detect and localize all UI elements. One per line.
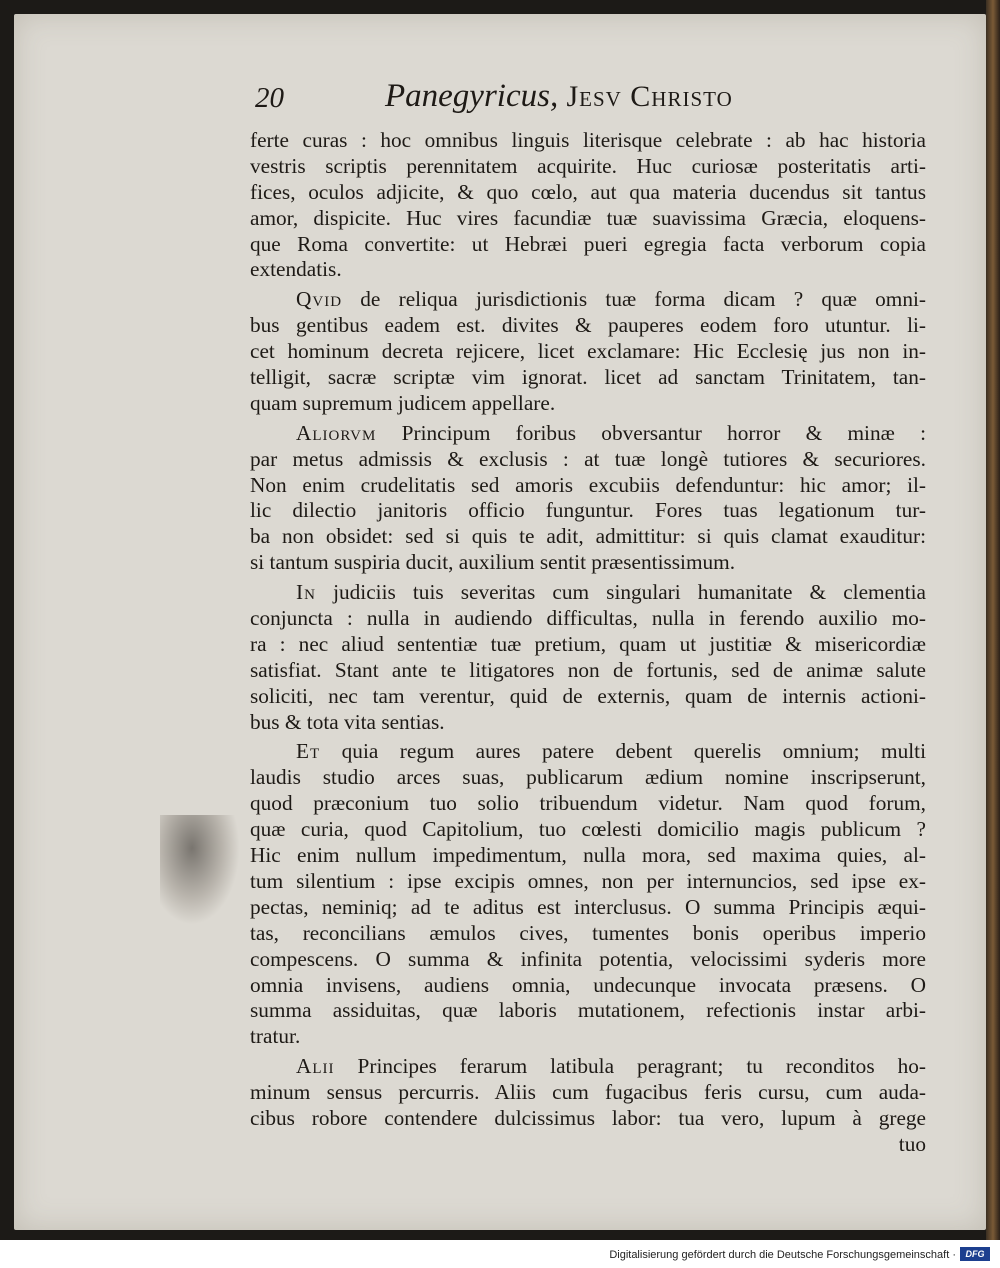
text-line: conjuncta : nulla in audiendo difficultas, nulla in ferendo auxilio mo- — [250, 606, 926, 631]
text-line: bus & tota vita sentias. — [250, 709, 445, 734]
running-title-italic: Panegyricus, — [385, 78, 559, 114]
text-line: tratur. — [250, 1024, 301, 1049]
text-line: quæ curia, quod Capitolium, tuo cœlesti domicilio magis publicum ? — [250, 817, 926, 842]
paragraph-first-line — [250, 1054, 926, 1080]
paragraph-first-line — [250, 421, 926, 447]
text-line-content: judiciis tuis severitas cum singulari humanitate & clementia — [333, 580, 926, 605]
digitization-credit: Digitalisierung gefördert durch die Deutsche Forschungsgemeinschaft · — [609, 1249, 956, 1261]
paragraph-lead: Qvid — [296, 287, 343, 312]
text-line: Hic enim nullum impedimentum, nulla mora, sed maxima quies, al- — [250, 843, 926, 868]
paragraph-first-line — [250, 580, 926, 606]
paragraph-lead: Aliorvm — [296, 420, 377, 445]
text-line: laudis studio arces suas, publicarum ædium nomine inscripserunt, — [250, 765, 926, 790]
text-line: ferte curas : hoc omnibus linguis literisque celebrate : ab hac historia — [250, 128, 926, 152]
text-line: ba non obsidet: sed si quis te adit, admittitur: si quis clamat exauditur: — [250, 524, 926, 549]
text-line: pectas, neminiq; ad te aditus est interclusus. O summa Principis æqui- — [250, 894, 926, 919]
ink-stain — [160, 815, 240, 925]
paragraph-first-line — [250, 287, 926, 313]
text-line: tum silentium : ipse excipis omnes, non per internuncios, sed ipse ex- — [250, 868, 926, 893]
running-title-caps: Jesv Christo — [566, 80, 733, 113]
text-line: cet hominum decreta rejicere, licet exclamare: Hic Ecclesię jus non in- — [250, 339, 926, 364]
running-title — [385, 78, 733, 115]
text-line-content: Principes ferarum latibula peragrant; tu reconditos ho- — [357, 1054, 926, 1079]
paragraph-lead: Alii — [296, 1054, 335, 1079]
text-line: extendatis. — [250, 257, 342, 282]
text-line: par metus admissis & exclusis : at tuæ longè tutiores & securiores. — [250, 446, 926, 471]
running-header — [255, 78, 935, 118]
text-line: fices, oculos adjicite, & quo cœlo, aut qua materia ducendus sit tantus — [250, 179, 926, 204]
paragraph-first-line — [250, 739, 926, 765]
text-line: bus gentibus eadem est. divites & pauperes eodem foro utuntur. li- — [250, 313, 926, 338]
text-line: minum sensus percurris. Aliis cum fugacibus feris cursu, cum auda- — [250, 1080, 926, 1105]
text-line: si tantum suspiria ducit, auxilium sentit præsentissimum. — [250, 550, 736, 575]
paragraph-lead: Et — [296, 739, 321, 764]
text-line-content: quia regum aures patere debent querelis omnium; multi — [341, 739, 926, 764]
text-line: Non enim crudelitatis sed amoris excubiis defenduntur: hic amor; il- — [250, 472, 926, 497]
text-line: omnia invisens, audiens omnia, undecunque invocata præsens. O — [250, 972, 926, 997]
text-line: compescens. O summa & infinita potentia, velocissimi syderis more — [250, 946, 926, 971]
text-line: ra : nec aliud sententiæ tuæ pretium, quam ut justitiæ & misericordiæ — [250, 631, 926, 656]
text-line: lic dilectio janitoris officio funguntur. Fores tuas legationum tur- — [250, 498, 926, 523]
page-number: 20 — [255, 82, 284, 114]
text-line: amor, dispicite. Huc vires facundiæ tuæ suavissima Græcia, eloquens- — [250, 205, 926, 230]
text-line-content: de reliqua jurisdictionis tuæ forma dicam ? quæ omni- — [360, 287, 926, 312]
book-spine-edge — [986, 0, 1000, 1240]
paragraph-lead: In — [296, 580, 316, 605]
text-line: quod præconium tuo solio tribuendum videtur. Nam quod forum, — [250, 791, 926, 816]
body-text — [250, 128, 926, 1158]
text-line-content: Principum foribus obversantur horror & minæ : — [401, 420, 927, 445]
text-line: vestris scriptis perennitatem acquirite. Huc curiosæ posteritatis arti- — [250, 153, 926, 178]
text-line: que Roma convertite: ut Hebræi pueri egregia facta verborum copia — [250, 231, 926, 256]
text-line: tas, reconcilians æmulos cives, tumentes bonis operibus imperio — [250, 920, 926, 945]
text-line: cibus robore contendere dulcissimus labor: tua vero, lupum à grege — [250, 1105, 926, 1130]
text-line: quam supremum judicem appellare. — [250, 390, 556, 415]
text-line: summa assiduitas, quæ laboris mutationem, refectionis instar arbi- — [250, 998, 926, 1023]
dfg-logo: DFG — [960, 1247, 990, 1261]
text-line: satisfiat. Stant ante te litigatores non de fortunis, sed de animæ salute — [250, 657, 926, 682]
text-line: telligit, sacræ scriptæ vim ignorat. licet ad sanctam Trinitatem, tan- — [250, 365, 926, 390]
text-line: soliciti, nec tam verentur, quid de externis, quam de internis actioni- — [250, 683, 926, 708]
catchword: tuo — [898, 1131, 926, 1156]
